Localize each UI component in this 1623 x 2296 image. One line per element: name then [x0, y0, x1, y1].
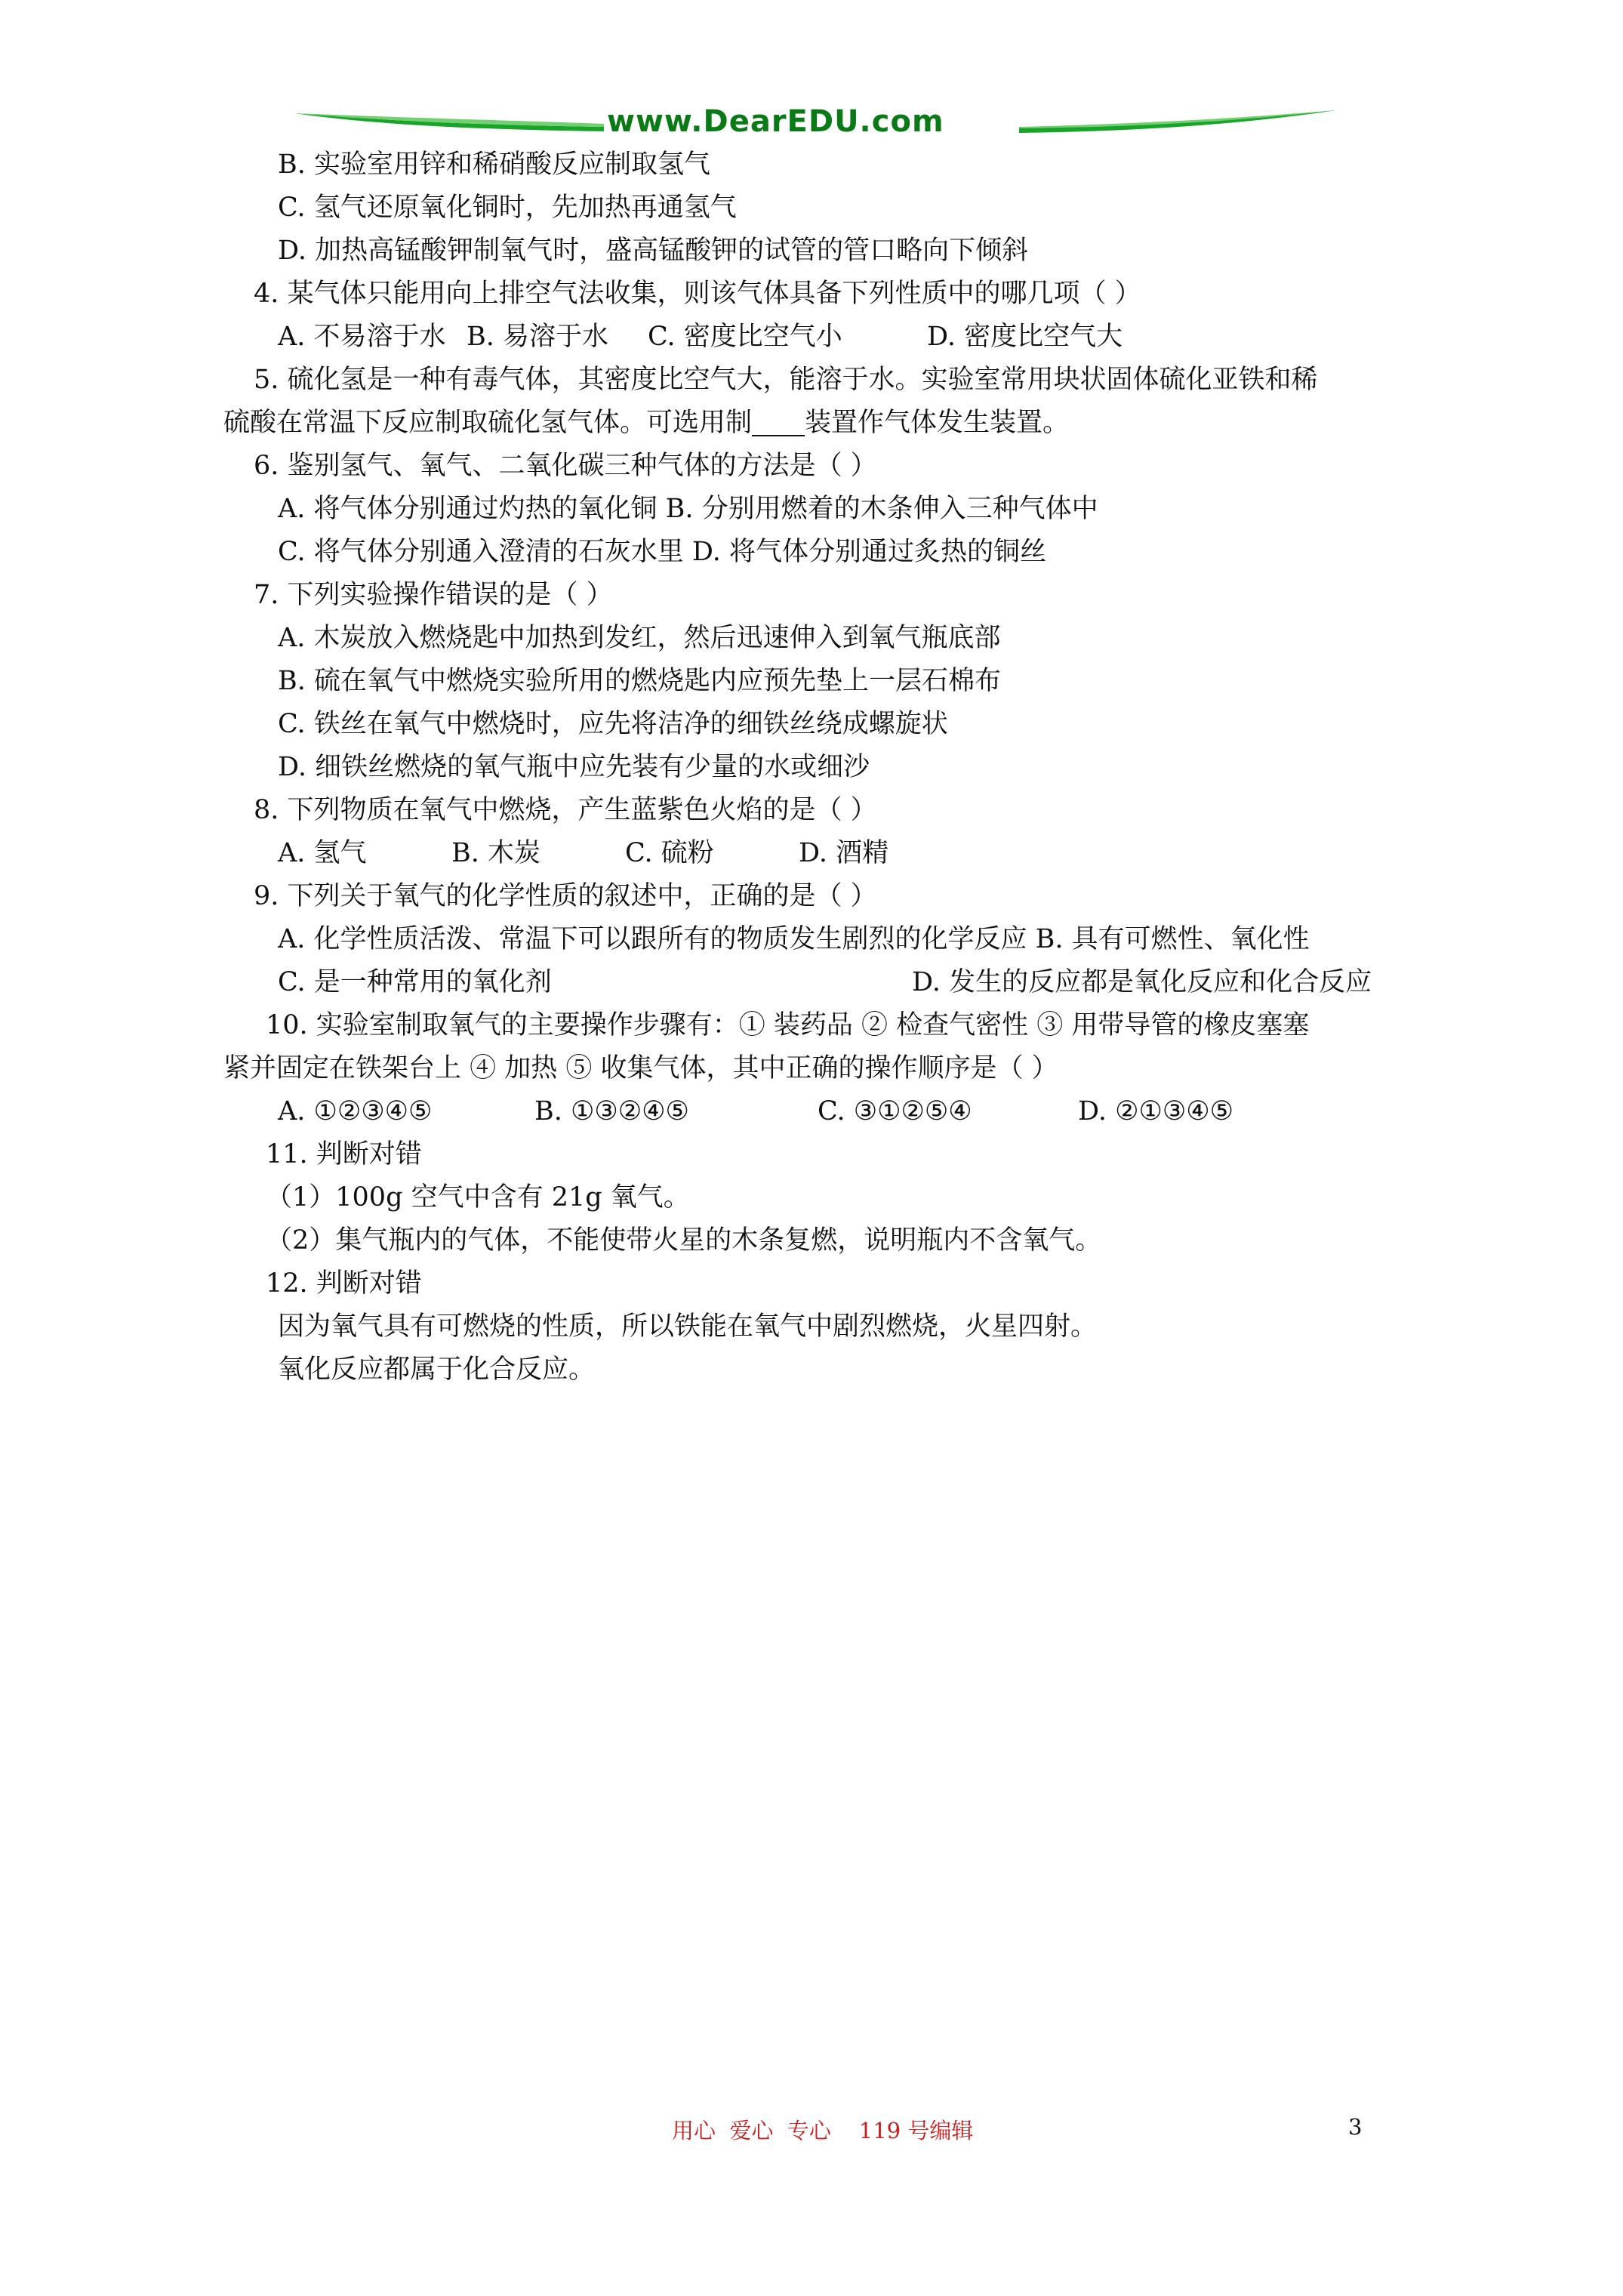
- q10-option-d: D. ②①③④⑤: [1078, 1096, 1233, 1126]
- q11-stem: 11. 判断对错: [266, 1139, 422, 1170]
- q10-option-b: B. ①③②④⑤: [534, 1096, 689, 1126]
- q7-option-b: B. 硫在氧气中燃烧实验所用的燃烧匙内应预先垫上一层石棉布: [278, 666, 1001, 696]
- q7-stem: 7. 下列实验操作错误的是（ ）: [254, 580, 613, 610]
- q10-option-c: C. ③①②⑤④: [818, 1096, 972, 1126]
- q10-options: [223, 1090, 1424, 1133]
- q6-stem: 6. 鉴别氢气、氧气、二氧化碳三种气体的方法是（ ）: [254, 451, 877, 481]
- q12-stem: 12. 判断对错: [266, 1268, 422, 1299]
- q11-statement-2: （2）集气瓶内的气体，不能使带火星的木条复燃，说明瓶内不含氧气。: [266, 1225, 1102, 1256]
- site-header-banner: [294, 104, 1336, 143]
- q10-line-1: 10. 实验室制取氧气的主要操作步骤有：① 装药品 ② 检查气密性 ③ 用带导管的橡皮塞塞: [266, 1010, 1310, 1040]
- site-logo-text: www.DearEDU.com: [607, 104, 944, 139]
- q4-option-c: C. 密度比空气小: [648, 322, 842, 352]
- q3-option-c: C. 氢气还原氧化铜时，先加热再通氢气: [278, 193, 737, 223]
- q9-options-row-2: [223, 961, 1424, 1004]
- q11-statement-1: （1）100g 空气中含有 21g 氧气。: [266, 1182, 690, 1213]
- q7-option-c: C. 铁丝在氧气中燃烧时，应先将洁净的细铁丝绕成螺旋状: [278, 709, 948, 739]
- q8-option-a: A. 氢气: [278, 838, 367, 868]
- q4-option-d: D. 密度比空气大: [927, 322, 1123, 352]
- q5-line-2: [223, 402, 1424, 445]
- q12-statement-1: 因为氧气具有可燃烧的性质，所以铁能在氧气中剧烈燃烧，火星四射。: [278, 1311, 1098, 1342]
- page-number: 3: [1348, 2114, 1363, 2140]
- q5-text-after-blank: 装置作气体发生装置。: [805, 408, 1070, 438]
- q7-option-a: A. 木炭放入燃烧匙中加热到发红，然后迅速伸入到氧气瓶底部: [278, 623, 1001, 653]
- q6-options-row-1: A. 将气体分别通过灼热的氧化铜 B. 分别用燃着的木条伸入三种气体中: [278, 494, 1098, 524]
- q9-options-row-1: A. 化学性质活泼、常温下可以跟所有的物质发生剧烈的化学反应 B. 具有可燃性、氧化性: [278, 924, 1310, 954]
- q3-option-d: D. 加热高锰酸钾制氧气时，盛高锰酸钾的试管的管口略向下倾斜: [278, 236, 1029, 266]
- q5-answer-blank: [752, 412, 805, 436]
- q5-text-before-blank: 硫酸在常温下反应制取硫化氢气体。可选用制: [223, 408, 753, 438]
- q10-line-2: 紧并固定在铁架台上 ④ 加热 ⑤ 收集气体，其中正确的操作顺序是（ ）: [223, 1053, 1058, 1083]
- q4-options: [223, 316, 1424, 359]
- q4-option-b: B. 易溶于水: [467, 322, 608, 352]
- footer-slogan: 用心 爱心 专心 119 号编辑: [672, 2118, 974, 2143]
- question-content: [223, 143, 1424, 1391]
- page-footer: [0, 2114, 1623, 2152]
- q8-options: [223, 832, 1424, 875]
- q8-option-d: D. 酒精: [799, 838, 889, 868]
- q9-option-d: D. 发生的反应都是氧化反应和化合反应: [912, 967, 1372, 997]
- q12-statement-2: 氧化反应都属于化合反应。: [278, 1354, 596, 1385]
- q10-option-a: A. ①②③④⑤: [278, 1096, 433, 1126]
- q6-options-row-2: C. 将气体分别通入澄清的石灰水里 D. 将气体分别通过炙热的铜丝: [278, 537, 1046, 567]
- q3-option-b: B. 实验室用锌和稀硝酸反应制取氢气: [278, 149, 710, 180]
- q8-option-b: B. 木炭: [451, 838, 540, 868]
- q8-stem: 8. 下列物质在氧气中燃烧，产生蓝紫色火焰的是（ ）: [254, 795, 877, 825]
- q5-line-1: 5. 硫化氢是一种有毒气体，其密度比空气大，能溶于水。实验室常用块状固体硫化亚铁和稀: [254, 365, 1318, 395]
- q9-option-c: C. 是一种常用的氧化剂: [278, 967, 552, 997]
- q8-option-c: C. 硫粉: [625, 838, 714, 868]
- q4-option-a: A. 不易溶于水: [278, 322, 446, 352]
- q9-stem: 9. 下列关于氧气的化学性质的叙述中，正确的是（ ）: [254, 881, 877, 911]
- q4-stem: 4. 某气体只能用向上排空气法收集，则该气体具备下列性质中的哪几项（ ）: [254, 279, 1141, 309]
- q7-option-d: D. 细铁丝燃烧的氧气瓶中应先装有少量的水或细沙: [278, 752, 870, 782]
